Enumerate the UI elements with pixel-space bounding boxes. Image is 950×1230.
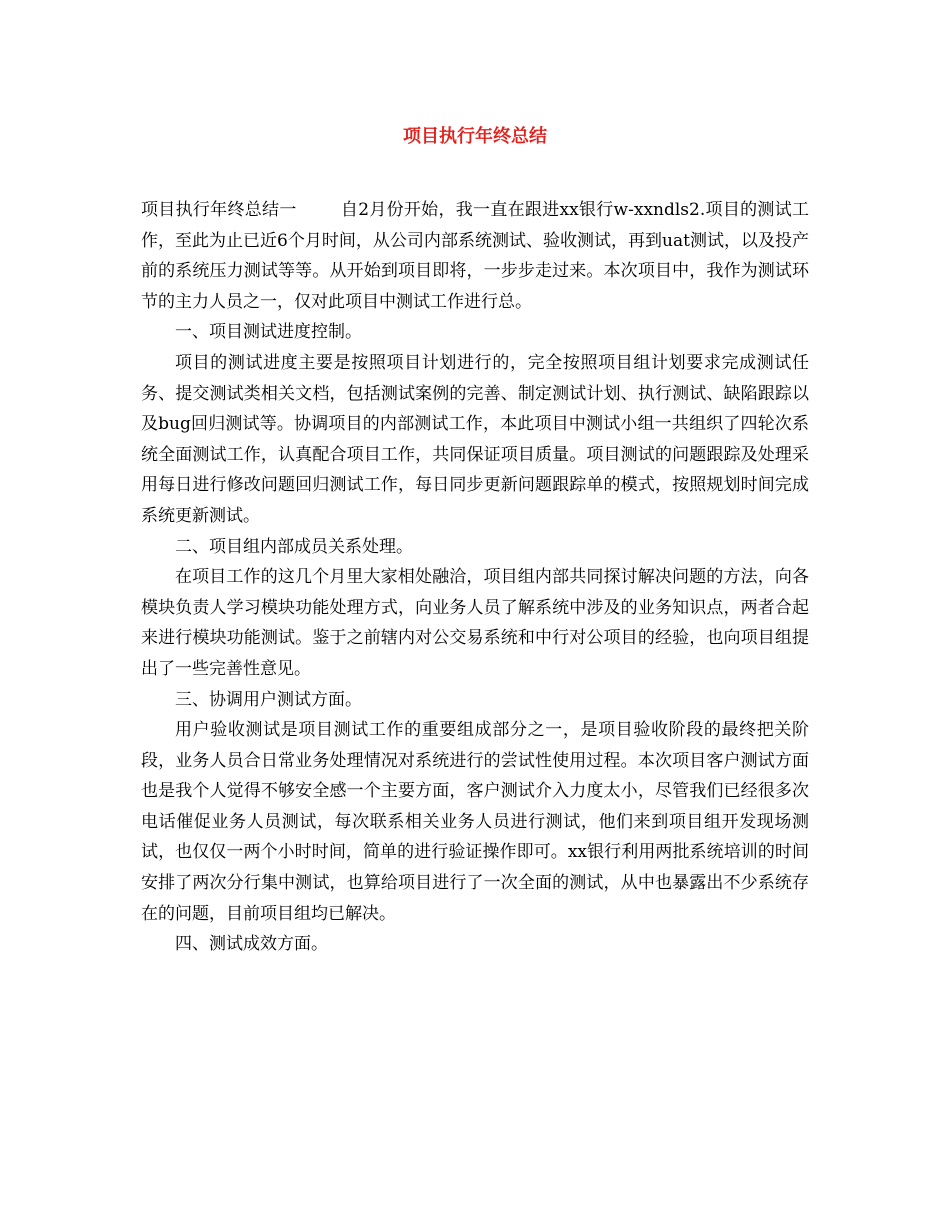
- paragraph-intro: [141, 195, 809, 317]
- paragraph-section-2: 在项目工作的这几个月里大家相处融洽，项目组内部共同探讨解决问题的方法，向各模块负责人学习模块功能处理方式，向业务人员了解系统中涉及的业务知识点，两者合起来进行模块功能测试。鉴于之前辖内对公交易系统和中行对公项目的经验，也向项目组提出了一些完善性意见。: [141, 567, 809, 679]
- section-heading-3: 三、协调用户测试方面。: [175, 689, 362, 710]
- section-heading-4: 四、测试成效方面。: [175, 934, 328, 955]
- section-heading-2: 二、项目组内部成员关系处理。: [175, 536, 413, 557]
- paragraph-section-3: 用户验收测试是项目测试工作的重要组成部分之一，是项目验收阶段的最终把关阶段，业务人员合日常业务处理情况对系统进行的尝试性使用过程。本次项目客户测试方面也是我个人觉得不够安全感一个主要方面，客户测试介入力度太小，尽管我们已经很多次电话催促业务人员测试，每次联系相关业务人员进行测试，他们来到项目组开发现场测试，也仅仅一两个小时时间，简单的进行验证操作即可。xx银行利用两批系统培训的时间安排了两次分行集中测试，也算给项目进行了一次全面的测试，从中也暴露出不少系统存在的问题，目前项目组均已解决。: [141, 720, 809, 924]
- section-heading-1: 一、项目测试进度控制。: [175, 322, 362, 343]
- document-body: [141, 195, 809, 960]
- paragraph-intro-text: 自2月份开始，我一直在跟进xx银行w-xxndls2.项目的测试工作，至此为止已近6个月时间，从公司内部系统测试、验收测试，再到uat测试，以及投产前的系统压力测试等等。从开始到项目即将，一步步走过来。本次项目中，我作为测试环节的主力人员之一，仅对此项目中测试工作进行总。: [141, 200, 809, 312]
- lead-label: 项目执行年终总结一: [141, 200, 297, 220]
- paragraph-section-1: 项目的测试进度主要是按照项目计划进行的，完全按照项目组计划要求完成测试任务、提交测试类相关文档，包括测试案例的完善、制定测试计划、执行测试、缺陷跟踪以及bug回归测试等。协调项目的内部测试工作，本此项目中测试小组一共组织了四轮次系统全面测试工作，认真配合项目工作，共同保证项目质量。项目测试的问题跟踪及处理采用每日进行修改问题回归测试工作，每日同步更新问题跟踪单的模式，按照规划时间完成系统更新测试。: [141, 352, 809, 526]
- document-title: 项目执行年终总结: [403, 126, 547, 147]
